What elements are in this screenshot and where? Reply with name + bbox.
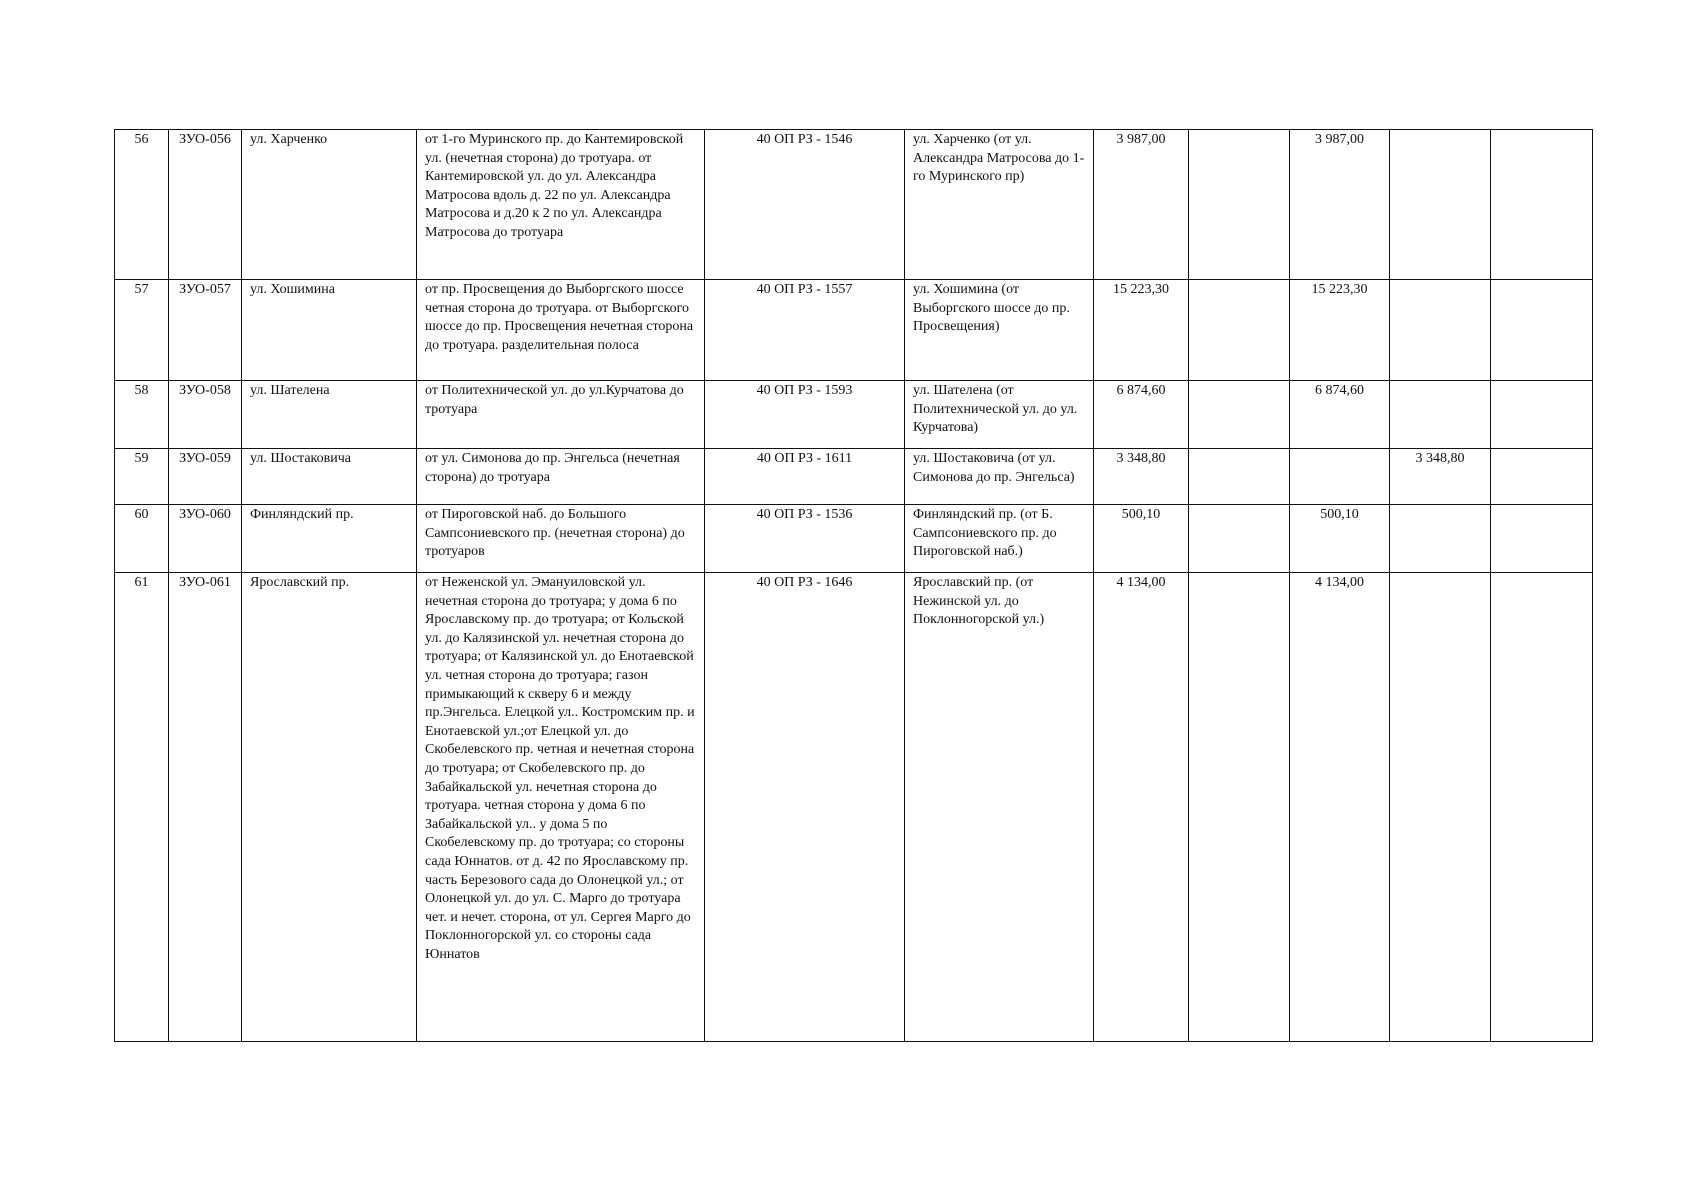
table-row (115, 505, 1593, 573)
amount-col3-cell: 15 223,30 (1290, 280, 1390, 381)
street-cell: ул. Хошимина (242, 280, 417, 381)
amount-total-cell: 3 348,80 (1094, 449, 1189, 505)
object-code-cell: ЗУО-061 (169, 573, 242, 1042)
amount-total-cell: 4 134,00 (1094, 573, 1189, 1042)
boundaries-description-cell: от Пироговской наб. до Большого Сампсониевского пр. (нечетная сторона) до тротуаров (417, 505, 705, 573)
row-number-cell: 57 (115, 280, 169, 381)
street-cell: ул. Шателена (242, 381, 417, 449)
road-name-cell: ул. Шостаковича (от ул. Симонова до пр. Энгельса) (905, 449, 1094, 505)
street-cell: ул. Харченко (242, 130, 417, 280)
amount-col4-cell (1390, 505, 1491, 573)
row-number-cell: 59 (115, 449, 169, 505)
amount-col5-cell (1491, 381, 1593, 449)
amount-col5-cell (1491, 449, 1593, 505)
table-row (115, 280, 1593, 381)
amount-col3-cell: 500,10 (1290, 505, 1390, 573)
row-number-cell: 61 (115, 573, 169, 1042)
amount-col4-cell (1390, 130, 1491, 280)
table-row (115, 130, 1593, 280)
amount-col2-cell (1189, 505, 1290, 573)
road-name-cell: ул. Шателена (от Политехнической ул. до ул. Курчатова) (905, 381, 1094, 449)
amount-col5-cell (1491, 505, 1593, 573)
street-cell: Финляндский пр. (242, 505, 417, 573)
amount-total-cell: 6 874,60 (1094, 381, 1189, 449)
road-name-cell: Финляндский пр. (от Б. Сампсониевского пр. до Пироговской наб.) (905, 505, 1094, 573)
amount-col2-cell (1189, 280, 1290, 381)
street-cell: Ярославский пр. (242, 573, 417, 1042)
amount-col3-cell (1290, 449, 1390, 505)
table-row (115, 381, 1593, 449)
table-row (115, 573, 1593, 1042)
registry-number-cell: 40 ОП РЗ - 1646 (705, 573, 905, 1042)
boundaries-description-cell: от Неженской ул. Эмануиловской ул. нечетная сторона до тротуара; у дома 6 по Ярославскому пр. до тротуара; от Кольской ул. до Калязинской ул. нечетная сторона до тротуара; от Калязинской ул. до Енотаевской ул. четная сторона до тротуара; газон примыкающий к скверу 6 и между пр.Энгельса. Елецкой ул.. Костромским пр. и Енотаевской ул.;от Елецкой ул. до Скобелевского пр. четная и нечетная сторона до тротуара; от Скобелевского пр. до Забайкальской ул. нечетная сторона до тротуара. четная сторона у дома 6 по Забайкальской ул.. у дома 5 по Скобелевскому пр. до тротуара; со стороны сада Юннатов. от д. 42 по Ярославскому пр. часть Березового сада до Олонецкой ул.; от Олонецкой ул. до ул. С. Марго до тротуара чет. и нечет. сторона, от ул. Сергея Марго до Поклонногорской ул. со стороны сада Юннатов (417, 573, 705, 1042)
roads-table (114, 129, 1593, 1042)
amount-total-cell: 3 987,00 (1094, 130, 1189, 280)
amount-col4-cell (1390, 573, 1491, 1042)
amount-col5-cell (1491, 280, 1593, 381)
amount-col4-cell (1390, 280, 1491, 381)
road-name-cell: Ярославский пр. (от Нежинской ул. до Поклонногорской ул.) (905, 573, 1094, 1042)
amount-col2-cell (1189, 449, 1290, 505)
boundaries-description-cell: от ул. Симонова до пр. Энгельса (нечетная сторона) до тротуара (417, 449, 705, 505)
amount-total-cell: 500,10 (1094, 505, 1189, 573)
object-code-cell: ЗУО-059 (169, 449, 242, 505)
registry-number-cell: 40 ОП РЗ - 1536 (705, 505, 905, 573)
boundaries-description-cell: от Политехнической ул. до ул.Курчатова до тротуара (417, 381, 705, 449)
registry-number-cell: 40 ОП РЗ - 1593 (705, 381, 905, 449)
amount-col4-cell: 3 348,80 (1390, 449, 1491, 505)
registry-number-cell: 40 ОП РЗ - 1546 (705, 130, 905, 280)
object-code-cell: ЗУО-060 (169, 505, 242, 573)
table-row (115, 449, 1593, 505)
amount-total-cell: 15 223,30 (1094, 280, 1189, 381)
amount-col2-cell (1189, 381, 1290, 449)
amount-col5-cell (1491, 573, 1593, 1042)
road-name-cell: ул. Харченко (от ул. Александра Матросова до 1-го Муринского пр) (905, 130, 1094, 280)
boundaries-description-cell: от пр. Просвещения до Выборгского шоссе четная сторона до тротуара. от Выборгского шоссе до пр. Просвещения нечетная сторона до тротуара. разделительная полоса (417, 280, 705, 381)
registry-number-cell: 40 ОП РЗ - 1557 (705, 280, 905, 381)
row-number-cell: 56 (115, 130, 169, 280)
amount-col2-cell (1189, 573, 1290, 1042)
row-number-cell: 60 (115, 505, 169, 573)
registry-number-cell: 40 ОП РЗ - 1611 (705, 449, 905, 505)
boundaries-description-cell: от 1-го Муринского пр. до Кантемировской ул. (нечетная сторона) до тротуара. от Кантемировской ул. до ул. Александра Матросова вдоль д. 22 по ул. Александра Матросова и д.20 к 2 по ул. Александра Матросова до тротуара (417, 130, 705, 280)
street-cell: ул. Шостаковича (242, 449, 417, 505)
amount-col3-cell: 3 987,00 (1290, 130, 1390, 280)
road-name-cell: ул. Хошимина (от Выборгского шоссе до пр. Просвещения) (905, 280, 1094, 381)
row-number-cell: 58 (115, 381, 169, 449)
object-code-cell: ЗУО-058 (169, 381, 242, 449)
object-code-cell: ЗУО-056 (169, 130, 242, 280)
amount-col3-cell: 6 874,60 (1290, 381, 1390, 449)
amount-col4-cell (1390, 381, 1491, 449)
amount-col3-cell: 4 134,00 (1290, 573, 1390, 1042)
amount-col5-cell (1491, 130, 1593, 280)
object-code-cell: ЗУО-057 (169, 280, 242, 381)
amount-col2-cell (1189, 130, 1290, 280)
